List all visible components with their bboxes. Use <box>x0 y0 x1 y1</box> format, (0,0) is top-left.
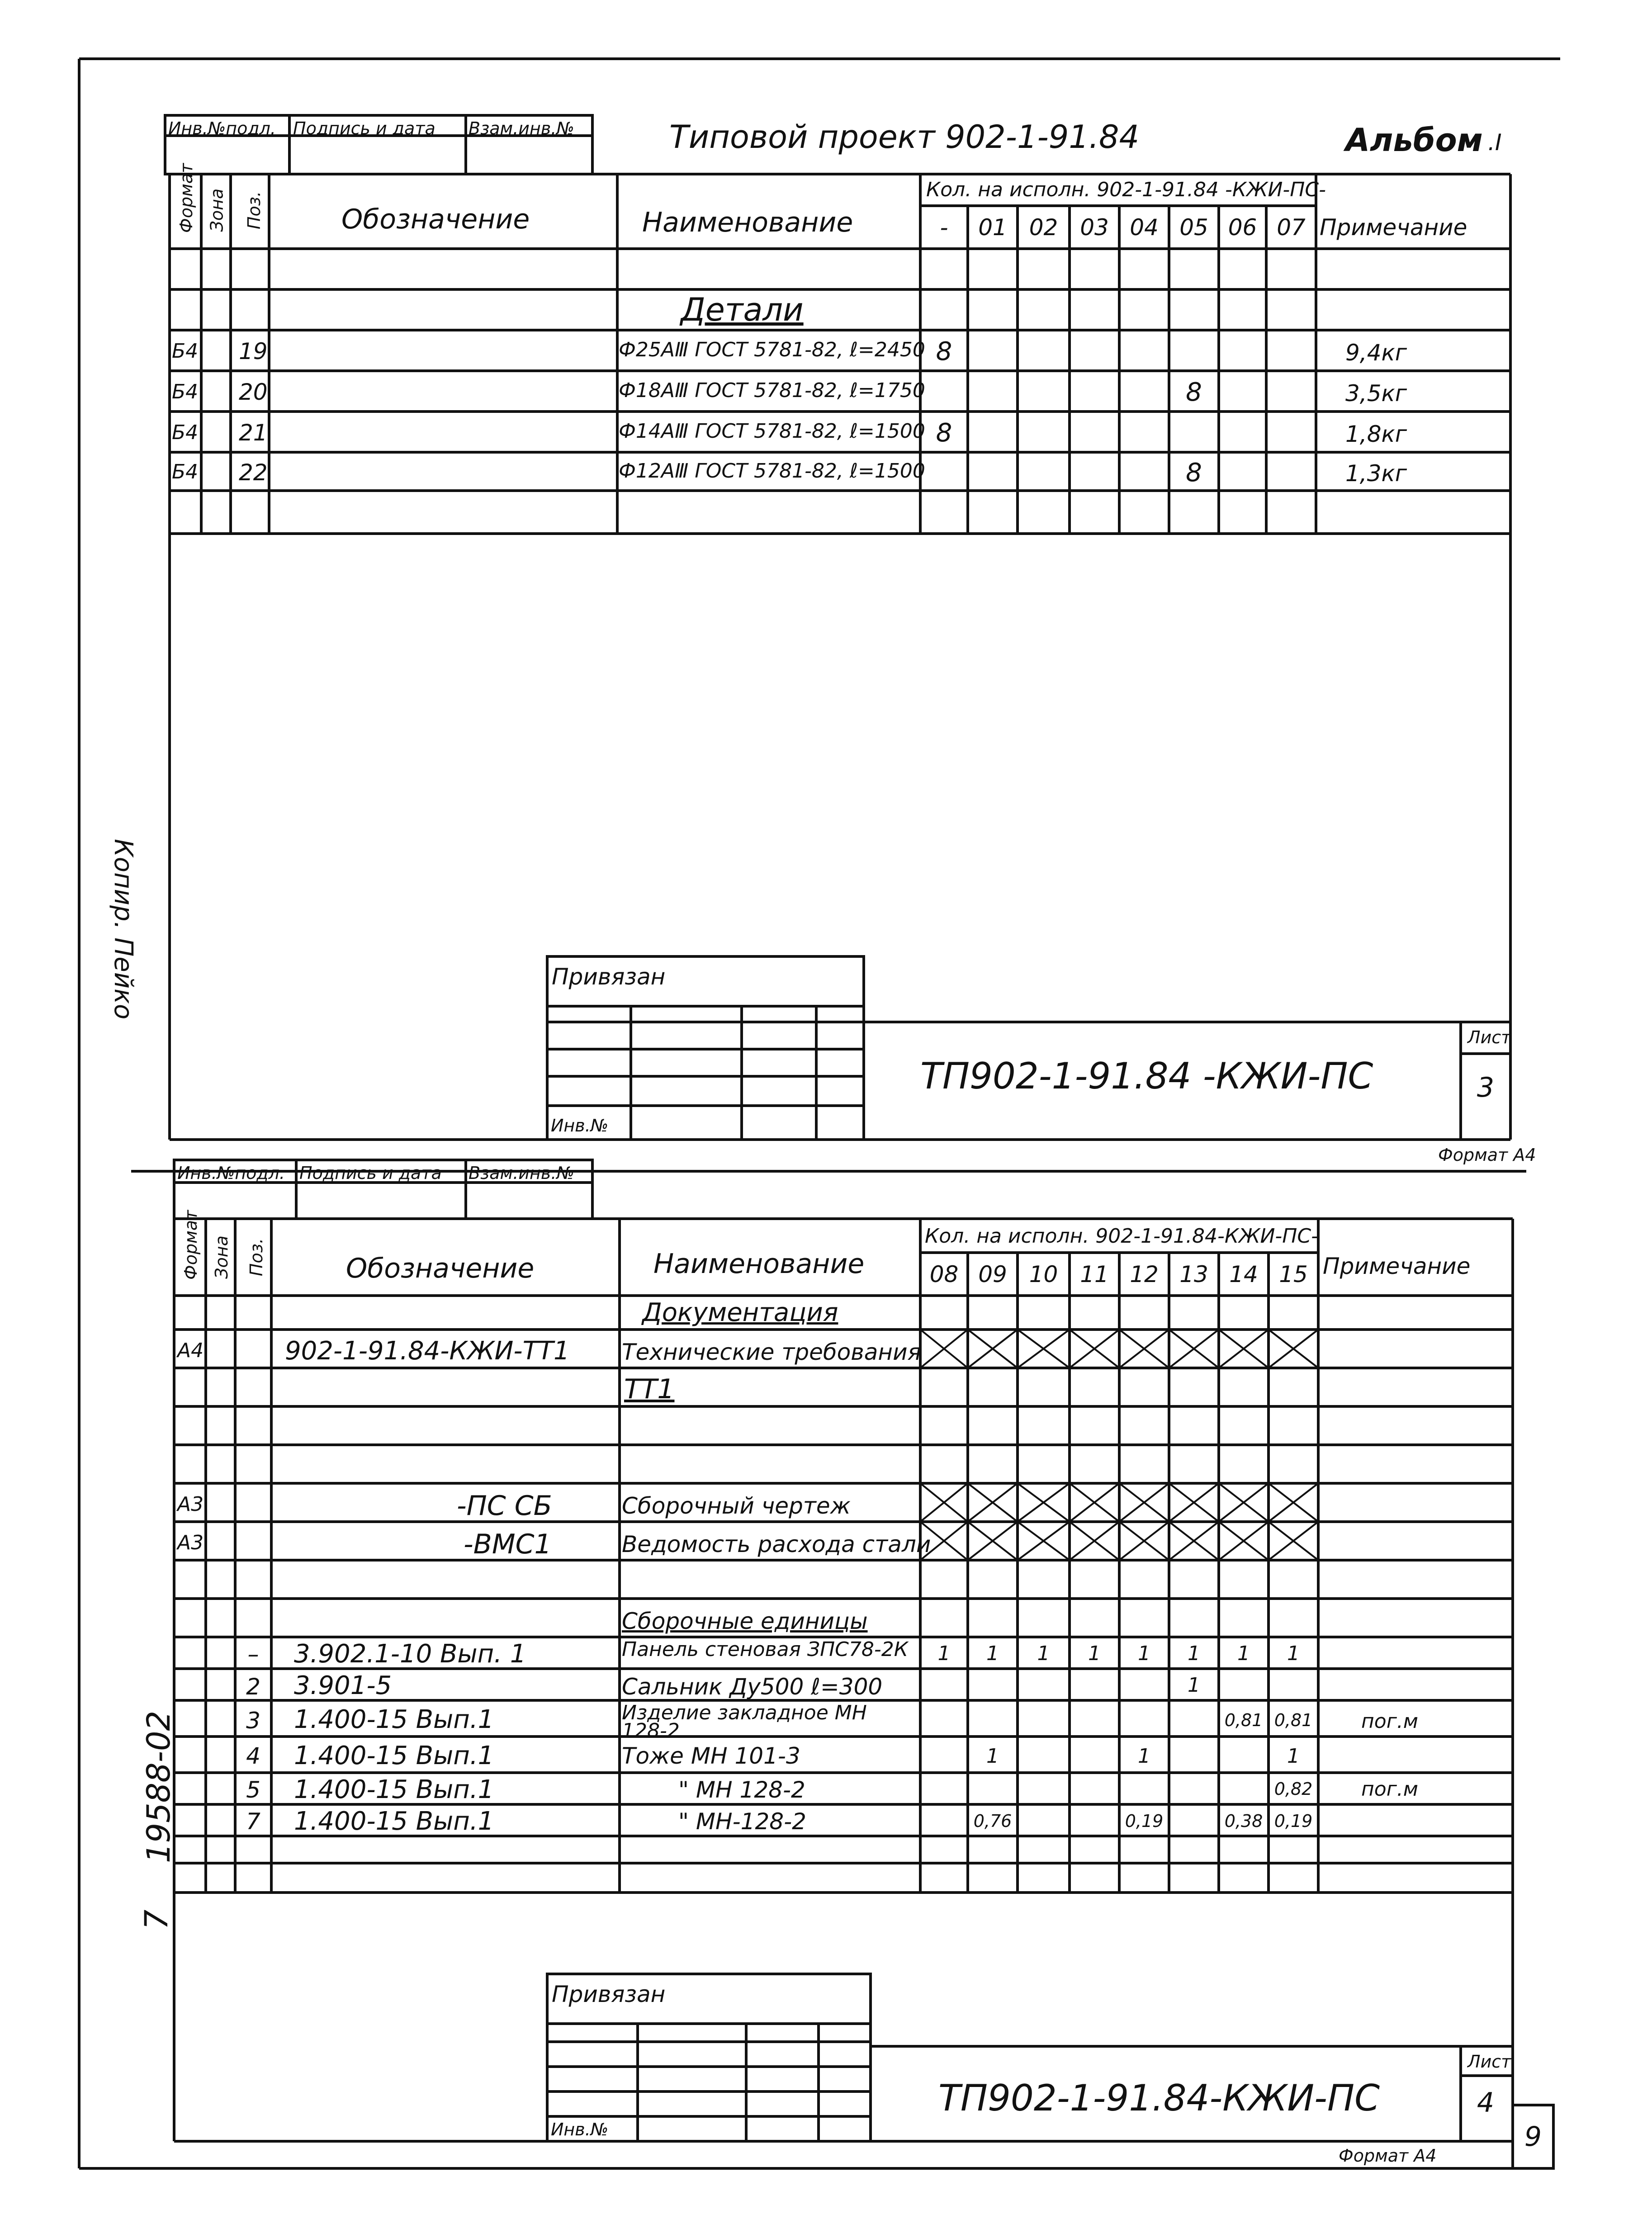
row-designation: 1.400-15 Вып.1 <box>294 1807 494 1836</box>
header-note: Примечание <box>1323 1253 1471 1279</box>
stamp-inv-no: Инв.№ <box>551 2120 609 2139</box>
row-qty: 8 <box>936 337 952 366</box>
qty-col-13: 13 <box>1179 1261 1208 1287</box>
row-qty: 1 <box>1188 1674 1200 1697</box>
row-name: Тоже МН 101-3 <box>622 1743 800 1769</box>
row-name: Ф18АⅢ ГОСТ 5781-82, ℓ=1750 <box>619 379 925 402</box>
stamp-signature-date: Подпись и дата <box>293 118 435 138</box>
row-format: А4 <box>177 1339 204 1362</box>
row-note: 1,8кг <box>1345 421 1407 447</box>
row-qty: 0,81 <box>1224 1710 1263 1730</box>
row-qty: 0,81 <box>1274 1710 1313 1730</box>
row-qty: 8 <box>1186 378 1202 407</box>
row-format: А3 <box>177 1493 204 1516</box>
header-name: Наименование <box>653 1248 865 1280</box>
row-pos: 7 <box>246 1808 260 1835</box>
qty-col-03: 03 <box>1080 214 1109 241</box>
qty-col-01: 01 <box>978 214 1007 241</box>
copy-note: Копир. Пейко <box>109 839 138 1020</box>
row-note: 1,3кг <box>1345 460 1407 487</box>
row-name: Ф25АⅢ ГОСТ 5781-82, ℓ=2450 <box>619 338 925 361</box>
row-qty: 1 <box>1088 1642 1101 1665</box>
qty-col-14: 14 <box>1229 1261 1258 1287</box>
sheet-code: ТП902-1-91.84-КЖИ-ПС <box>938 2077 1380 2119</box>
qty-col-07: 07 <box>1277 214 1306 241</box>
row-pos: 19 <box>239 338 268 364</box>
qty-col-12: 12 <box>1130 1261 1159 1287</box>
row-name: Технические требования <box>622 1339 921 1365</box>
stamp-privyazan: Привязан <box>552 1981 666 2007</box>
header-pos: Поз. <box>244 191 264 230</box>
row-pos: 2 <box>246 1674 260 1700</box>
row-designation: -ВМС1 <box>464 1528 552 1560</box>
header-qty-title: Кол. на исполн. 902-1-91.84 -КЖИ-ПС- <box>926 178 1326 201</box>
row-qty: 1 <box>1287 1745 1300 1768</box>
project-title: Типовой проект 902-1-91.84 <box>669 118 1140 156</box>
album-label: Альбом <box>1345 122 1483 159</box>
row-designation: 902-1-91.84-КЖИ-ТТ1 <box>285 1336 570 1366</box>
row-qty: 0,38 <box>1224 1811 1263 1831</box>
row-qty: 0,76 <box>973 1811 1012 1831</box>
row-name: ТТ1 <box>624 1373 675 1405</box>
row-name: Ф14АⅢ ГОСТ 5781-82, ℓ=1500 <box>619 420 925 443</box>
header-pos: Поз. <box>246 1238 266 1277</box>
header-designation: Обозначение <box>346 1253 535 1284</box>
row-qty: 1 <box>986 1745 999 1768</box>
row-format: Б4 <box>172 421 199 444</box>
row-qty: 0,82 <box>1274 1779 1313 1799</box>
row-pos: 4 <box>246 1743 260 1769</box>
row-format: Б4 <box>172 380 199 403</box>
row-name: " МН 128-2 <box>678 1777 805 1803</box>
row-designation: 3.901-5 <box>294 1671 392 1700</box>
row-designation: 1.400-15 Вып.1 <box>294 1741 494 1770</box>
header-zone: Зона <box>207 188 227 232</box>
album-suffix: .I <box>1488 129 1502 156</box>
row-pos: 3 <box>246 1708 260 1734</box>
section-details: Детали <box>681 291 804 328</box>
section-assembly-units: Сборочные единицы <box>622 1608 868 1634</box>
row-qty: 1 <box>1188 1642 1200 1665</box>
header-format: Формат <box>181 1210 201 1280</box>
stamp-vzam-inv: Взам.инв.№ <box>469 1163 574 1183</box>
stamp-vzam-inv: Взам.инв.№ <box>469 118 574 138</box>
row-pos: 21 <box>239 420 268 446</box>
stamp-inv-no: Инв.№ <box>551 1116 609 1136</box>
row-note: пог.м <box>1361 1778 1418 1801</box>
row-pos: 5 <box>246 1777 260 1803</box>
row-qty: 1 <box>986 1642 999 1665</box>
qty-col-02: 02 <box>1029 214 1058 241</box>
header-zone: Зона <box>212 1235 232 1279</box>
row-name: " МН-128-2 <box>678 1808 806 1835</box>
header-name: Наименование <box>642 207 853 238</box>
qty-col-04: 04 <box>1130 214 1159 241</box>
row-designation: 1.400-15 Вып.1 <box>294 1705 494 1734</box>
row-name: Панель стеновая ЗПС78-2К <box>622 1638 908 1661</box>
page-number: 7 <box>138 1909 175 1930</box>
stamp-inv-podl: Инв.№подл. <box>177 1163 285 1183</box>
stamp-inv-podl: Инв.№подл. <box>168 118 276 138</box>
row-qty: 1 <box>1138 1642 1150 1665</box>
row-note: 3,5кг <box>1345 380 1407 407</box>
qty-col-09: 09 <box>978 1261 1007 1287</box>
qty-col-10: 10 <box>1029 1261 1058 1287</box>
format-label: Формат А4 <box>1339 2146 1437 2166</box>
row-designation: 3.902.1-10 Вып. 1 <box>294 1639 526 1669</box>
list-number: 3 <box>1477 1072 1495 1103</box>
list-number: 4 <box>1477 2087 1495 2119</box>
header-designation: Обозначение <box>341 203 530 235</box>
row-name: Сальник Ду500 ℓ=300 <box>622 1674 883 1700</box>
row-format: Б4 <box>172 340 199 363</box>
qty-col-08: 08 <box>929 1261 959 1287</box>
row-format: Б4 <box>172 460 199 483</box>
row-qty: 1 <box>1138 1745 1150 1768</box>
row-qty: 1 <box>1037 1642 1050 1665</box>
list-label: Лист <box>1467 2052 1511 2072</box>
stamp-privyazan: Привязан <box>552 964 666 990</box>
row-designation: 1.400-15 Вып.1 <box>294 1775 494 1804</box>
row-qty: 1 <box>1287 1642 1300 1665</box>
row-pos: 22 <box>239 459 268 486</box>
row-qty: 0,19 <box>1125 1811 1164 1831</box>
row-name: Изделие закладное МН 128-2 <box>622 1701 867 1742</box>
row-note: 9,4кг <box>1345 340 1407 366</box>
row-qty: 1 <box>937 1642 951 1665</box>
row-qty: 1 <box>1237 1642 1250 1665</box>
row-note: пог.м <box>1361 1710 1418 1733</box>
sheet-code: ТП902-1-91.84 -КЖИ-ПС <box>920 1055 1373 1097</box>
row-pos: 20 <box>239 379 268 405</box>
qty-col-11: 11 <box>1080 1261 1109 1287</box>
section-documentation: Документация <box>642 1298 838 1327</box>
row-qty: 0,19 <box>1274 1811 1313 1831</box>
row-qty: 8 <box>936 418 952 448</box>
document-number: 19588-02 <box>140 1710 177 1863</box>
row-name: Сборочный чертеж <box>622 1493 851 1519</box>
row-name: Ф12АⅢ ГОСТ 5781-82, ℓ=1500 <box>619 459 925 483</box>
row-designation: -ПС СБ <box>457 1490 552 1522</box>
header-qty-title: Кол. на исполн. 902-1-91.84-КЖИ-ПС- <box>925 1225 1318 1248</box>
qty-col-05: 05 <box>1179 214 1208 241</box>
list-label: Лист <box>1467 1027 1511 1047</box>
qty-col-base: - <box>940 214 948 241</box>
corner-number: 9 <box>1524 2121 1542 2153</box>
row-name: Ведомость расхода стали <box>622 1531 931 1557</box>
header-format: Формат <box>176 163 196 233</box>
qty-col-15: 15 <box>1279 1261 1308 1287</box>
row-format: А3 <box>177 1531 204 1554</box>
header-note: Примечание <box>1320 214 1467 241</box>
row-qty: 8 <box>1186 458 1202 487</box>
stamp-signature-date: Подпись и дата <box>299 1163 442 1183</box>
qty-col-06: 06 <box>1228 214 1257 241</box>
format-label: Формат А4 <box>1438 1145 1536 1165</box>
row-pos: – <box>247 1641 259 1667</box>
